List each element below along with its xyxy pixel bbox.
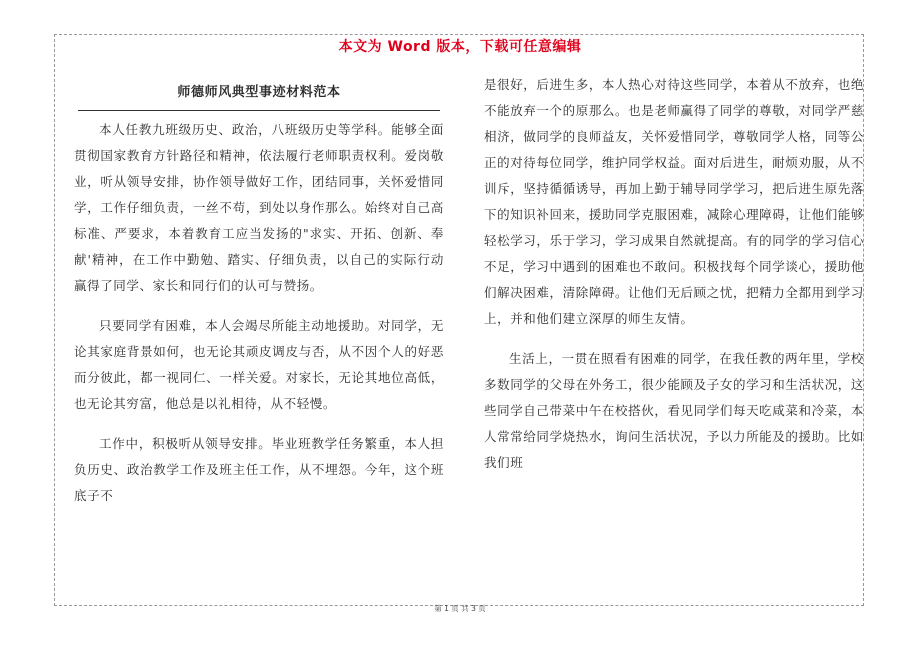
paragraph: 生活上，一贯在照看有困难的同学，在我任教的两年里，学校多数同学的父母在外务工，很少能顾及子女的学习和生活状况，这些同学自己带菜中午在校搭伙，看见同学们每天吃咸菜和冷菜，本人常常给同学烧热水，询问生活状况，予以力所能及的援助。比如我们班 bbox=[484, 351, 864, 470]
paragraph: 只要同学有困难，本人会竭尽所能主动地援助。对同学，无论其家庭背景如何，也无论其顽皮调皮与否，从不因个人的好恶而分彼此，都一视同仁、一样关爱。对家长，无论其地位高低，也无论其穷富，他总是以礼相待，从不轻慢。 bbox=[74, 318, 444, 411]
right-column bbox=[484, 72, 864, 490]
left-column bbox=[74, 80, 444, 523]
download-banner: 本文为 Word 版本，下载可任意编辑 bbox=[338, 39, 582, 55]
paragraph-continuation: 是很好，后进生多，本人热心对待这些同学，本着从不放弃，也绝不能放弃一个的原那么。也是老师赢得了同学的尊敬，对同学严慈相济，做同学的良师益友，关怀爱惜同学，尊敬同学人格，同等公正的对待每位同学，维护同学权益。面对后进生，耐烦劝服，从不训斥，坚持循循诱导，再加上勤于辅导同学学习，把后进生原先落下的知识补回来，援助同学克服困难，减除心理障碍，让他们能够轻松学习，乐于学习，学习成果自然就提高。有的同学的学习信心不足，学习中遇到的困难也不敢问。积极找每个同学谈心，援助他们解决困难，清除障碍。让他们无后顾之忧，把精力全都用到学习上，并和他们建立深厚的师生友情。 bbox=[484, 77, 864, 326]
paragraph: 工作中，积极听从领导安排。毕业班教学任务繁重，本人担负历史、政治教学工作及班主任工作，从不埋怨。今年，这个班底子不 bbox=[74, 436, 444, 503]
document-title: 师德师风典型事迹材料范本 bbox=[78, 80, 440, 111]
paragraph: 本人任教九班级历史、政治，八班级历史等学科。能够全面贯彻国家教育方针路径和精神，依法履行老师职责权利。爱岗敬业，听从领导安排，协作领导做好工作，团结同事，关怀爱惜同学，工作仔细负责，一丝不苟，到处以身作那么。始终对自己高标准、严要求，本着教育工应当发扬的"求实、开拓、创新、奉献'精神，在工作中勤勉、踏实、仔细负责，以自己的实际行动赢得了同学、家长和同行们的认可与赞扬。 bbox=[74, 122, 444, 293]
page-number-footer: 第 1 页 共 3 页 bbox=[434, 604, 486, 613]
